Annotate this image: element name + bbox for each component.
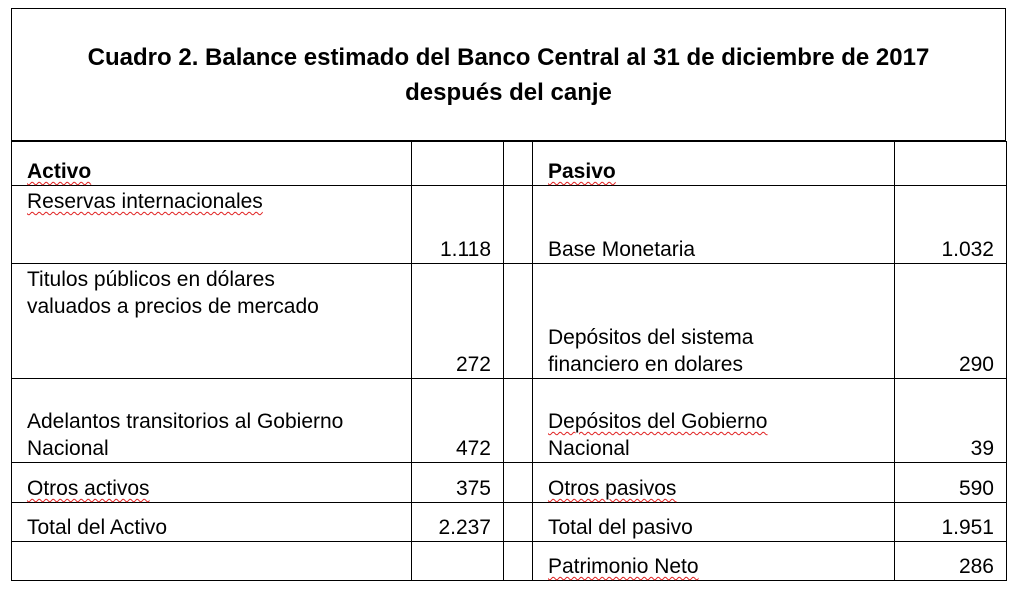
asset-value: 472 [412, 379, 504, 463]
liability-value: 1.951 [895, 503, 1007, 542]
table-title-box [11, 8, 1006, 141]
table-row [12, 542, 1007, 581]
liability-value: 39 [895, 379, 1007, 463]
column-gap [504, 463, 533, 503]
asset-label: Otros activos [12, 463, 412, 503]
liability-value: 590 [895, 463, 1007, 503]
asset-value: 272 [412, 264, 504, 379]
liability-label: Depósitos del sistema financiero en dolares [533, 264, 895, 379]
liability-label: Depósitos del Gobierno Nacional [533, 379, 895, 463]
assets-value-header [412, 142, 504, 186]
liability-label: Base Monetaria [533, 186, 895, 264]
liability-value: 286 [895, 542, 1007, 581]
table-header-row [12, 142, 1007, 186]
table-title [88, 40, 930, 110]
column-gap [504, 186, 533, 264]
table-row [12, 463, 1007, 503]
asset-value: 375 [412, 463, 504, 503]
title-line-1: Cuadro 2. Balance estimado del Banco Central al 31 de diciembre de 2017 [87, 43, 930, 71]
asset-label: Reservas internacionales [12, 186, 412, 264]
table-row [12, 264, 1007, 379]
column-gap [504, 142, 533, 186]
liabilities-header: Pasivo [533, 142, 895, 186]
column-gap [504, 542, 533, 581]
table-row [12, 186, 1007, 264]
liability-label: Otros pasivos [533, 463, 895, 503]
asset-label: Titulos públicos en dólares valuados a precios de mercado [12, 264, 412, 379]
liability-value: 1.032 [895, 186, 1007, 264]
title-line-2: después del canje [405, 78, 612, 106]
asset-label: Total del Activo [12, 503, 412, 542]
table-row [12, 379, 1007, 463]
asset-value [412, 542, 504, 581]
liabilities-value-header [895, 142, 1007, 186]
balance-table [11, 141, 1007, 581]
liability-label: Patrimonio Neto [533, 542, 895, 581]
asset-label [12, 542, 412, 581]
column-gap [504, 379, 533, 463]
liability-label: Total del pasivo [533, 503, 895, 542]
table-row [12, 503, 1007, 542]
asset-label: Adelantos transitorios al Gobierno Nacional [12, 379, 412, 463]
assets-header: Activo [12, 142, 412, 186]
asset-value: 2.237 [412, 503, 504, 542]
column-gap [504, 264, 533, 379]
asset-value: 1.118 [412, 186, 504, 264]
column-gap [504, 503, 533, 542]
liability-value: 290 [895, 264, 1007, 379]
